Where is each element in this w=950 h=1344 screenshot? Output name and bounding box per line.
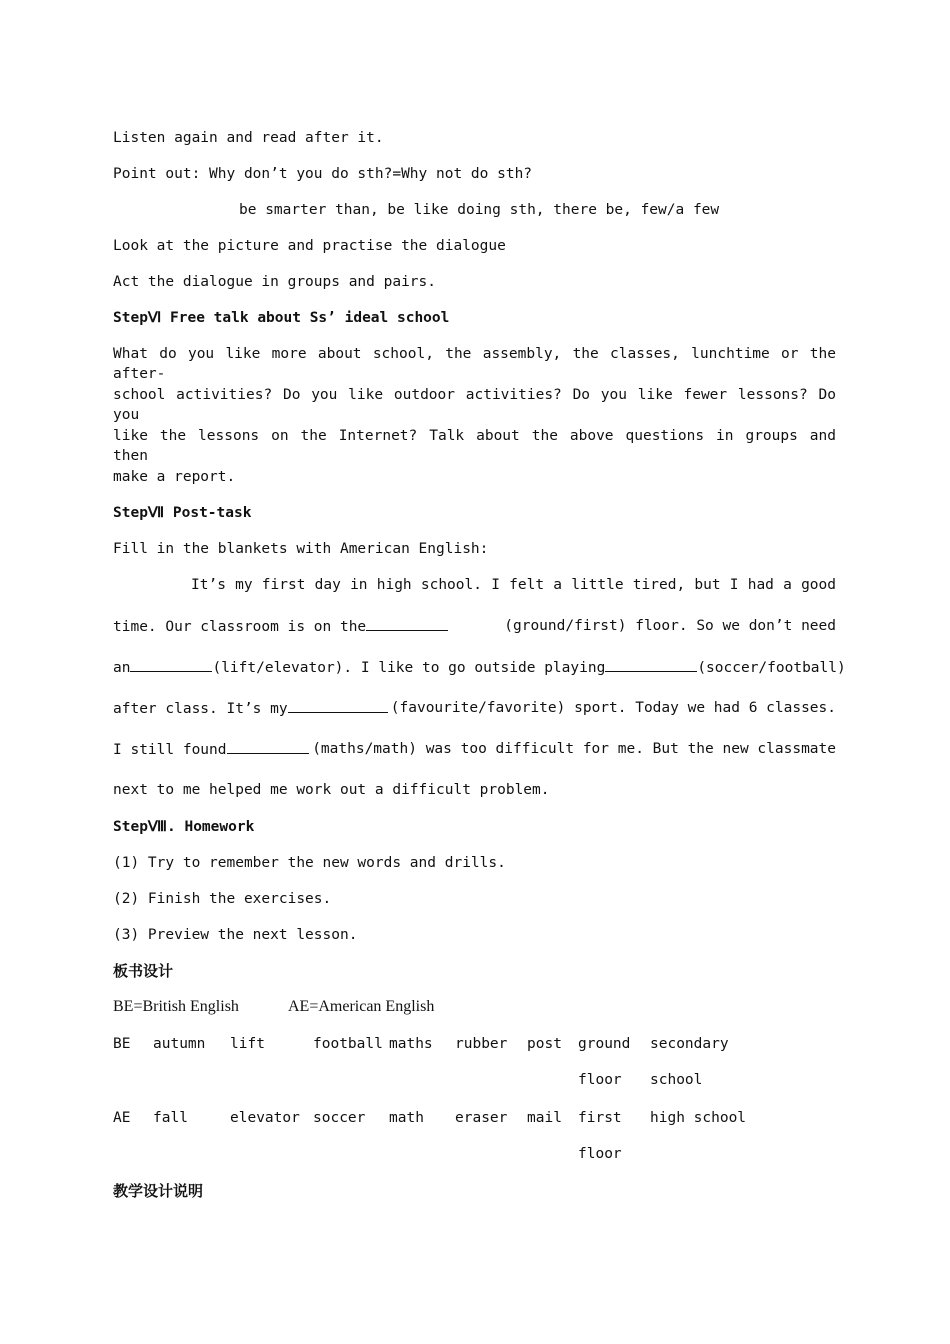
answer-blank[interactable] bbox=[605, 657, 697, 672]
text-line: Listen again and read after it. bbox=[113, 130, 384, 146]
word-cell: ground bbox=[578, 1036, 631, 1052]
word-cell: post bbox=[527, 1036, 562, 1052]
word-cell: football bbox=[313, 1036, 383, 1052]
word-cell: soccer bbox=[313, 1110, 366, 1126]
word-cell: maths bbox=[389, 1036, 433, 1052]
word-cell: math bbox=[389, 1110, 424, 1126]
paragraph-line: school activities? Do you like outdoor activities? Do you like fewer lessons? Do you bbox=[113, 387, 836, 423]
homework-item: (2) Finish the exercises. bbox=[113, 891, 332, 907]
section-heading: StepⅧ. Homework bbox=[113, 819, 255, 835]
homework-item: (1) Try to remember the new words and drills. bbox=[113, 855, 506, 871]
exercise-line bbox=[113, 616, 836, 637]
exercise-text: (soccer/football) bbox=[697, 660, 846, 676]
word-cell: high school bbox=[650, 1110, 747, 1126]
paragraph-line: What do you like more about school, the assembly, the classes, lunchtime or the after- bbox=[113, 346, 836, 382]
word-cell: floor bbox=[578, 1072, 622, 1088]
exercise-text: (lift/elevator). I like to go outside playing bbox=[212, 660, 606, 676]
paragraph-line: like the lessons on the Internet? Talk about the above questions in groups and then bbox=[113, 428, 836, 464]
design-notes-heading: 教学设计说明 bbox=[113, 1182, 204, 1200]
text-line: Act the dialogue in groups and pairs. bbox=[113, 274, 437, 290]
paragraph-line: make a report. bbox=[113, 469, 236, 485]
exercise-intro: Fill in the blankets with American English: bbox=[113, 541, 489, 557]
section-heading: StepⅦ Post-task bbox=[113, 505, 252, 521]
exercise-text: I still found bbox=[113, 742, 227, 758]
answer-blank[interactable] bbox=[130, 657, 212, 672]
exercise-line: It’s my first day in high school. I felt a little tired, but I had a good bbox=[191, 577, 836, 593]
exercise-line bbox=[113, 698, 836, 719]
answer-blank[interactable] bbox=[227, 739, 309, 754]
exercise-text: an bbox=[113, 660, 131, 676]
legend-american: AE=American English bbox=[288, 998, 435, 1015]
exercise-text: time. Our classroom is on the bbox=[113, 619, 367, 635]
word-cell: secondary bbox=[650, 1036, 729, 1052]
word-cell: fall bbox=[153, 1110, 188, 1126]
answer-blank[interactable] bbox=[366, 616, 448, 631]
word-cell: mail bbox=[527, 1110, 562, 1126]
text-line: Look at the picture and practise the dialogue bbox=[113, 238, 506, 254]
row-label-ae: AE bbox=[113, 1110, 131, 1126]
exercise-line: next to me helped me work out a difficult problem. bbox=[113, 782, 550, 798]
text-line: be smarter than, be like doing sth, there be, few/a few bbox=[239, 202, 720, 218]
word-cell: rubber bbox=[455, 1036, 508, 1052]
legend-british: BE=British English bbox=[113, 998, 239, 1015]
exercise-text: after class. It’s my bbox=[113, 701, 288, 717]
exercise-line bbox=[113, 657, 846, 678]
text-line: Point out: Why don’t you do sth?=Why not do sth? bbox=[113, 166, 533, 182]
word-cell: first bbox=[578, 1110, 622, 1126]
exercise-text: (maths/math) was too difficult for me. But the new classmate bbox=[312, 741, 836, 757]
homework-item: (3) Preview the next lesson. bbox=[113, 927, 358, 943]
word-cell: autumn bbox=[153, 1036, 206, 1052]
section-heading: StepⅥ Free talk about Ss’ ideal school bbox=[113, 310, 450, 326]
word-cell: lift bbox=[230, 1036, 265, 1052]
word-cell: eraser bbox=[455, 1110, 508, 1126]
exercise-line bbox=[113, 739, 836, 760]
answer-blank[interactable] bbox=[288, 698, 388, 713]
row-label-be: BE bbox=[113, 1036, 131, 1052]
word-cell: floor bbox=[578, 1146, 622, 1162]
exercise-text: (favourite/favorite) sport. Today we had 6 classes. bbox=[390, 700, 836, 716]
word-cell: elevator bbox=[230, 1110, 300, 1126]
word-cell: school bbox=[650, 1072, 703, 1088]
board-design-heading: 板书设计 bbox=[113, 962, 174, 980]
exercise-text: (ground/first) floor. So we don’t need bbox=[504, 618, 836, 634]
